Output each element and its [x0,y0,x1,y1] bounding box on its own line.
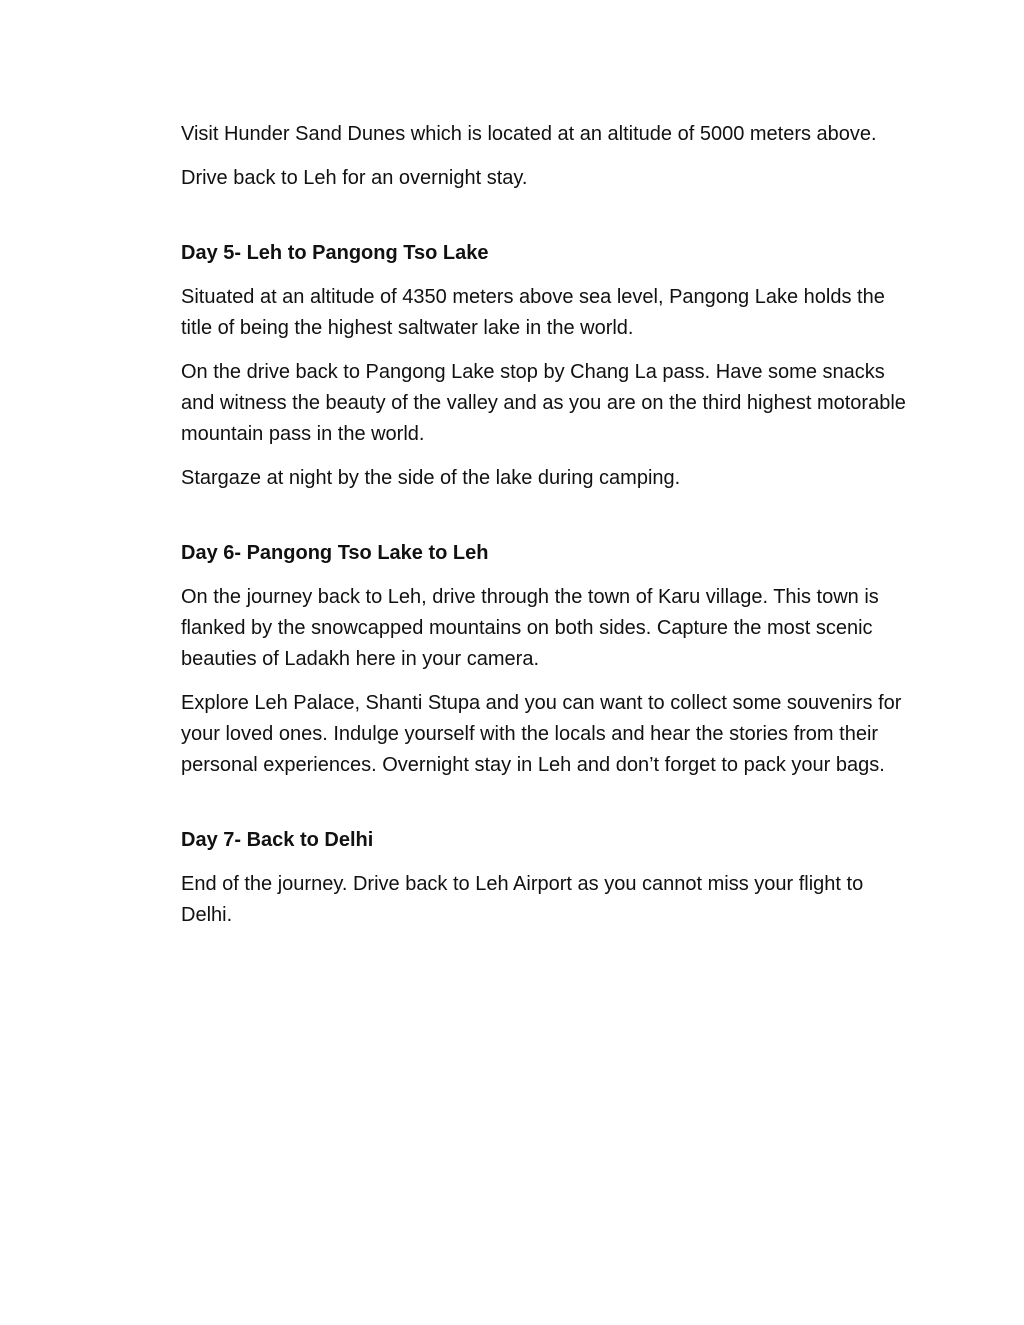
intro-paragraph: Visit Hunder Sand Dunes which is located at an altitude of 5000 meters above. [181,123,877,145]
day-6-paragraph: On the journey back to Leh, drive through the town of Karu village. This town is flanked by the snowcapped mountains on both sides. Capture the most scenic beauties of Ladakh here in your camera. [181,586,879,670]
day-5-section [181,238,911,494]
day-5-paragraph: Stargaze at night by the side of the lake during camping. [181,467,681,489]
day-6-heading: Day 6- Pangong Tso Lake to Leh [181,542,489,564]
document-body [181,119,911,944]
day-7-heading: Day 7- Back to Delhi [181,829,374,851]
day-5-heading: Day 5- Leh to Pangong Tso Lake [181,242,489,264]
day-6-section [181,538,911,781]
day-7-paragraph: End of the journey. Drive back to Leh Airport as you cannot miss your flight to Delhi. [181,873,864,926]
day-5-paragraph: Situated at an altitude of 4350 meters above sea level, Pangong Lake holds the title of being the highest saltwater lake in the world. [181,286,885,339]
intro-paragraph: Drive back to Leh for an overnight stay. [181,167,528,189]
day-6-paragraph: Explore Leh Palace, Shanti Stupa and you can want to collect some souvenirs for your loved ones. Indulge yourself with the locals and hear the stories from their personal experiences. Overnight stay in Leh and don’t forget to pack your bags. [181,692,902,776]
day-5-paragraph: On the drive back to Pangong Lake stop by Chang La pass. Have some snacks and witness the beauty of the valley and as you are on the third highest motorable mountain pass in the world. [181,361,906,445]
day-7-section [181,825,911,931]
